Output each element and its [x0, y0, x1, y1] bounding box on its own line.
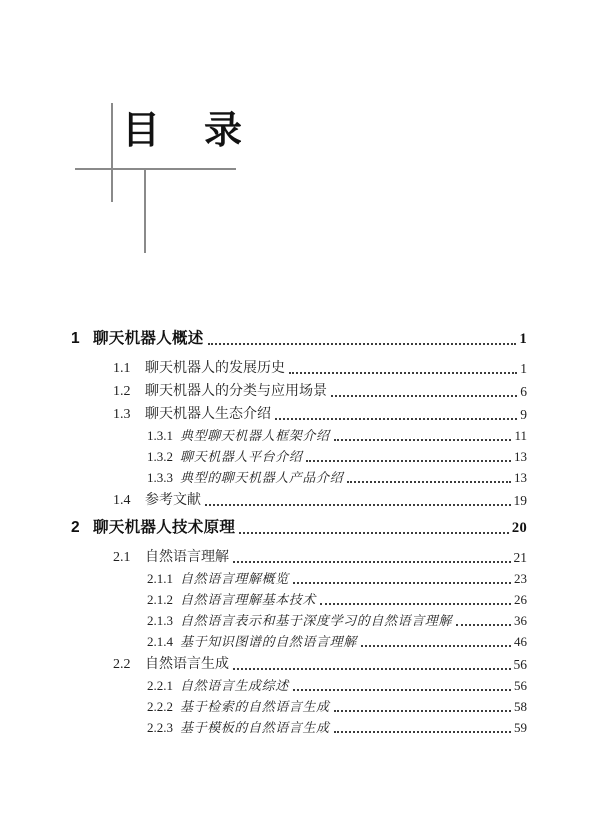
dot-leader [208, 343, 517, 345]
toc-entry-page-number: 1 [520, 361, 527, 376]
toc-entry-page-number: 11 [514, 428, 527, 443]
toc-entry [71, 587, 527, 608]
toc-entry-number: 1.2 [113, 384, 131, 399]
page-title [122, 112, 242, 152]
dot-leader [456, 624, 511, 626]
toc-entry [71, 444, 527, 465]
toc-entry-page-number: 23 [514, 571, 527, 586]
dot-leader [334, 731, 511, 733]
decorative-vertical-line-right [144, 168, 146, 253]
toc-entry [71, 629, 527, 650]
toc-entry [71, 650, 527, 673]
toc-entry-title: 自然语言表示和基于深度学习的自然语言理解 [180, 613, 453, 628]
dot-leader [347, 481, 511, 483]
dot-leader [334, 710, 511, 712]
dot-leader [334, 439, 512, 441]
dot-leader [306, 460, 511, 462]
toc-entry-title: 聊天机器人概述 [93, 330, 204, 347]
toc-entry-title: 自然语言理解 [145, 550, 229, 565]
dot-leader [289, 372, 517, 374]
toc-entry [71, 354, 527, 377]
toc-entry-title: 聊天机器人技术原理 [93, 519, 236, 536]
toc-entry-page-number: 46 [514, 634, 527, 649]
toc-entry [71, 326, 527, 348]
toc-entry-page-number: 19 [513, 493, 527, 508]
toc-entry-title: 参考文献 [145, 493, 201, 508]
toc-entry [71, 423, 527, 444]
toc-entry-number: 2.1.2 [147, 592, 173, 607]
toc-entry [71, 694, 527, 715]
toc-entry-page-number: 36 [514, 613, 527, 628]
toc-entry [71, 608, 527, 629]
dot-leader [275, 418, 517, 420]
toc-entry-title: 聊天机器人的分类与应用场景 [145, 384, 327, 399]
toc-entry-title: 聊天机器人平台介绍 [180, 449, 303, 464]
toc-list [71, 322, 527, 736]
toc-entry-number: 2.2.2 [147, 699, 173, 714]
toc-entry-page-number: 21 [513, 550, 527, 565]
dot-leader [233, 561, 511, 563]
toc-entry-number: 1.3.1 [147, 428, 173, 443]
toc-entry-number: 2.2 [113, 657, 131, 672]
toc-entry-number: 1.3.3 [147, 470, 173, 485]
toc-entry-title: 自然语言理解概览 [180, 571, 289, 586]
toc-entry-number: 1.1 [113, 361, 131, 376]
toc-entry [71, 515, 527, 537]
toc-entry-number: 1 [71, 330, 80, 347]
toc-entry-page-number: 59 [514, 720, 527, 735]
page-title-char-lu: 录 [204, 110, 243, 152]
toc-entry-number: 2.1.4 [147, 634, 173, 649]
toc-entry-number: 1.3.2 [147, 449, 173, 464]
toc-entry [71, 486, 527, 509]
toc-entry-title: 自然语言生成综述 [180, 678, 289, 693]
toc-entry-number: 2 [71, 519, 80, 536]
toc-entry [71, 715, 527, 736]
toc-entry-page-number: 56 [513, 657, 527, 672]
dot-leader [205, 504, 511, 506]
toc-entry-title: 自然语言生成 [145, 657, 229, 672]
toc-entry-page-number: 9 [520, 407, 527, 422]
toc-entry-page-number: 6 [520, 384, 527, 399]
toc-entry-number: 1.3 [113, 407, 131, 422]
dot-leader [361, 645, 511, 647]
toc-entry-number: 2.2.3 [147, 720, 173, 735]
dot-leader [320, 603, 511, 605]
toc-entry [71, 400, 527, 423]
toc-entry-title: 聊天机器人生态介绍 [145, 407, 271, 422]
toc-entry-number: 2.1 [113, 550, 131, 565]
toc-entry-page-number: 56 [514, 678, 527, 693]
toc-entry-title: 基于检索的自然语言生成 [180, 699, 330, 714]
dot-leader [239, 532, 509, 534]
toc-entry [71, 673, 527, 694]
toc-entry [71, 543, 527, 566]
toc-entry-title: 基于模板的自然语言生成 [180, 720, 330, 735]
toc-entry-title: 典型聊天机器人框架介绍 [180, 428, 330, 443]
toc-entry-title: 典型的聊天机器人产品介绍 [180, 470, 344, 485]
toc-entry-page-number: 13 [514, 449, 527, 464]
toc-entry-page-number: 58 [514, 699, 527, 714]
toc-entry-page-number: 13 [514, 470, 527, 485]
page-title-char-mu: 目 [122, 110, 161, 152]
decorative-horizontal-line [75, 168, 236, 170]
dot-leader [293, 582, 511, 584]
toc-entry-page-number: 26 [514, 592, 527, 607]
dot-leader [293, 689, 511, 691]
toc-entry-number: 2.2.1 [147, 678, 173, 693]
toc-entry-number: 1.4 [113, 493, 131, 508]
dot-leader [331, 395, 517, 397]
toc-entry-title: 基于知识图谱的自然语言理解 [180, 634, 357, 649]
dot-leader [233, 668, 511, 670]
toc-entry [71, 465, 527, 486]
toc-entry-page-number: 20 [511, 520, 527, 536]
decorative-vertical-line-left [111, 103, 113, 202]
toc-entry-title: 聊天机器人的发展历史 [145, 361, 285, 376]
toc-entry-number: 2.1.3 [147, 613, 173, 628]
toc-entry-number: 2.1.1 [147, 571, 173, 586]
toc-entry [71, 566, 527, 587]
toc-entry-page-number: 1 [519, 331, 527, 347]
toc-entry [71, 377, 527, 400]
toc-entry-title: 自然语言理解基本技术 [180, 592, 317, 607]
